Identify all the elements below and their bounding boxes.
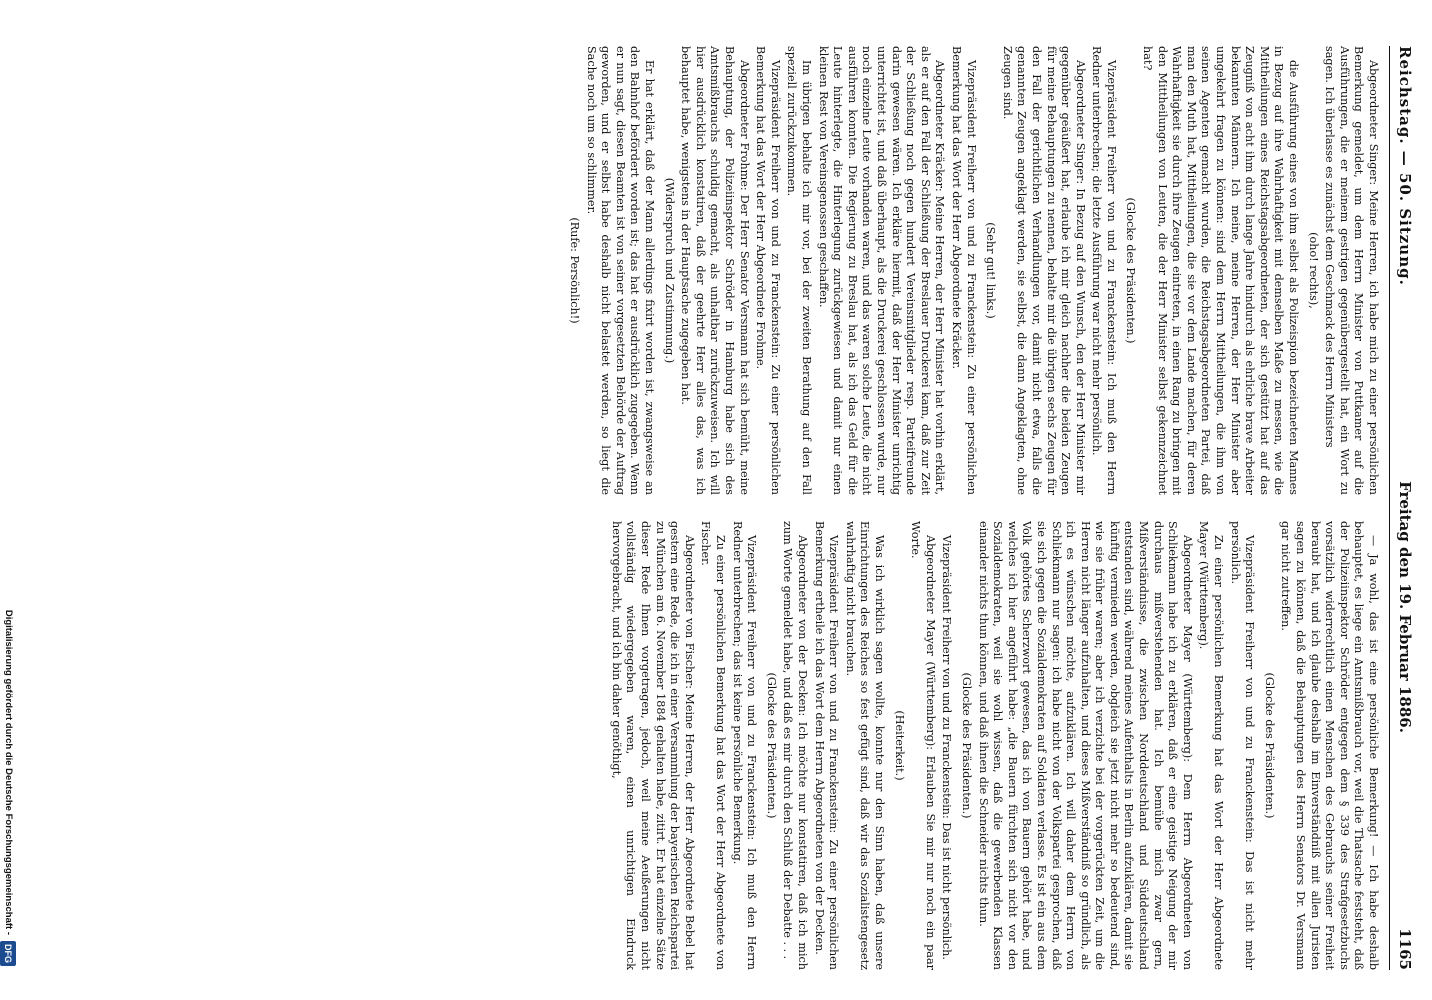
paragraph: Im übrigen behalte ich mir vor, bei der zweiten Berathung auf den Fall speziell zurückzukommen. <box>785 46 814 495</box>
paragraph: die Ausführung eines von ihm selbst als Polizeispion bezeichneten Mannes in Bezug auf ihre Wahrhaftigkeit mit demselben Maße zu messen, wie die Mittheilungen eines Reichstagsabgeordneten, der sich gestützt hat auf das Zeugniß von acht ihm durch lange Jahre hindurch als ehrliche brave Arbeiter bekannten Männern. Ich meine, meine Herren, der Herr Minister aber umgekehrt fragen zu können: sind dem Herrn Mittheilungen, die ihm von seinen Agenten gemacht wurden, die Reichstagsabgeordneten Partei, daß man den Muth hat, Mittheilungen, die sie vor dem Lande machen, für deren Wahrhaftigkeit sie durch ihre Zeugen eintreten, in einen Rang zu bringen mit den Mittheilungen von Leuten, die der Herr Minister selbst gekennzeichnet hat? <box>1141 46 1301 495</box>
interjection: (Glocke des Präsidenten.) <box>959 672 973 819</box>
text-columns <box>22 46 1380 970</box>
paragraph: Abgeordneter Singer: In Bezug auf den Wunsch, den der Herr Minister mir gegenüber geäußert hat, erlaube ich mir gleich nachher die beiden Zeugen für meine Behauptungen zu nennen, behalte mir die übrigen sechs Zeugen für den Fall der gerichtlichen Verhandlungen vor, damit nicht etwa, falls die genannten Zeugen angeklagt werden, sie selbst, die dann Angeklagten, ohne Zeugen sind. <box>1000 46 1087 495</box>
paragraph: Abgeordneter von Fischer: Meine Herren, der Herr Abgeordnete Bebel hat gestern eine Rede, die ich in einer Versammlung der bayerischen Reichspartei zu München am 6. November 1884 gehalten habe, zitirt. Er hat einzelne Sätze dieser Rede Ihnen vorgetragen, jedoch, weil meine Aeußerungen nicht vollständig wiedergegeben waren, einen unrichtigen Eindruck hervorgebracht, und ich bin daher genöthigt, <box>609 521 696 970</box>
paragraph: Vizepräsident Freiherr von und zu Franckenstein: Ich muß den Herrn Redner unterbrechen; die letzte Ausführung war nicht mehr persönlich. <box>1090 46 1118 495</box>
interjection: (Sehr gut! links.) <box>984 222 998 319</box>
paragraph: Abgeordneter Frohme: Der Herr Senator Versmann hat sich bemüht, meine Behauptung, der Polizeiinspektor Schröder in Hamburg habe sich des Amtsmißbrauchs schuldig gemacht, als unhaltbar zurückzuweisen. Ich will hier ausdrücklich konstatiren, daß der geehrte Herr alles das, was ich behauptet habe, wenigstens in der Hauptsache zugegeben hat. <box>679 46 751 495</box>
digitization-credit <box>0 0 16 1000</box>
paragraph: Abgeordneter Mayer (Württemberg): Dem Herrn Abgeordneten von Schliekmann habe ich zu erklären, daß er eine geistige Neigung der mir durchaus mißverstehenden hat. Ich bemühe mich zwar gern, Mißverständnisse, die zwischen Norddeutschland und Süddeutschland entstanden sind, während meines Aufenthalts in Berlin aufzuklären, damit sie künftig vermieden werden, obgleich sie jetzt nicht mehr so bedeutend sind, wie sie früher waren; aber ich verzichte bei der vorgerückten Zeit, um die Herren nicht länger aufzuhalten, und dieses Mißverständniß so gründlich, als ich es wünschen möchte, aufzuklären. Ich will daher dem Herrn von Schliekmann nur sagen: ich habe nicht von der Volkspartei gesprochen, daß sie sich gegen die Sozialdemokraten auf Soldaten verlasse. Es ist ein aus dem Volk gehörtes Scherzwort gewesen, das ich von Bauern gehört habe, und welches ich hier angeführt habe: „die Bauern fürchten sich nicht vor den Sozialdemokraten, weil sie wohl wissen, daß die gewerbenden Klassen einander nichts thun können, und daß ihnen die Schneider nichts thun. <box>976 521 1194 970</box>
paragraph: Abgeordneter Kräcker: Meine Herren, der Herr Minister hat vorhin erklärt, als er auf den Fall der Schließung der Breslauer Druckerei kam, daß zur Zeit der Schließung noch gegen hundert Vereinsmitglieder resp. Parteifreunde darin gewesen wären. Ich erkläre hiermit, daß der Herr Minister unrichtig unterrichtet ist, und daß überhaupt, als die Druckerei geschlossen wurde, nur noch einzelne Leute vorhanden waren, und das waren solche Leute, die nicht ausführen konnten. Die Regierung zu Breslau hat, als ich das Geld für die Leute hinterlegte, die Hinterlegung zurückgewiesen und damit nur einen kleinen Rest von Vereinsgenossen geschaffen. <box>816 46 947 495</box>
paragraph: Vizepräsident Freiherr von und zu Franckenstein: Das ist nicht mehr persönlich. <box>1228 521 1257 970</box>
interjection: (Glocke des Präsidenten.) <box>1262 672 1276 819</box>
dfg-logo: DFG <box>0 941 16 966</box>
paragraph: Vizepräsident Freiherr von und zu Franckenstein: Ich muß den Herrn Redner unterbrechen; das ist keine persönliche Bemerkung. <box>730 521 759 970</box>
paragraph: Vizepräsident Freiherr von und zu Franckenstein: Zu einer persönlichen Bemerkung hat das Wort der Herr Abgeordnete Kräcker. <box>949 46 978 495</box>
paragraph: Abgeordneter Mayer (Württemberg): Erlauben Sie mir nur noch ein paar Worte. <box>909 521 937 970</box>
paragraph: Was ich wirklich sagen wollte, konnte nur den Sinn haben, daß unsere Einrichtungen des Reiches so fest gefügt sind, daß wir das Sozialistengesetz wahrhaftig nicht brauchen. <box>843 521 886 970</box>
paragraph: — Ja wohl, das ist eine persönliche Bemerkung! — Ich habe deshalb behauptet, es liege ein Amtsmißbrauch vor, weil die Thatsache feststeht, daß der Polizeiinspektor Schröder entgegen dem § 339 des Strafgesetzbuchs vorsätzlich widerrechtlich einen Menschen des Gebrauchs seiner Freiheit beraubt hat, und ich glaube deshalb im Einverständniß mit allen Juristen sagen zu können, daß die Behauptungen des Herrn Senators Dr. Versmann gar nicht zutreffen. <box>1279 521 1380 970</box>
interjection: (Glocke des Präsidenten.) <box>1124 197 1138 344</box>
paragraph: Vizepräsident Freiherr von und zu Franckenstein: Das ist nicht persönlich. <box>940 535 954 960</box>
column-right <box>22 521 1380 970</box>
interjection: (oho! rechts), <box>1306 232 1320 309</box>
header-date: Freitag den 19. Februar 1886. <box>1396 481 1414 733</box>
header-left: Reichstag. — 50. Sitzung. <box>1396 46 1414 286</box>
page-number: 1165 <box>1396 928 1414 970</box>
interjection: (Widerspruch und Zustimmung.) <box>662 177 676 364</box>
interjection: (Rufe: Persönlich!) <box>568 217 582 324</box>
credit-text: Digitalisierung gefördert durch die Deutsche Forschungsgemeinschaft - <box>3 609 15 935</box>
column-left <box>22 46 1380 495</box>
paragraph: Abgeordneter von der Decken: Ich möchte nur konstatiren, daß ich mich zum Worte gemeldet habe, und daß es mir durch den Schluß der Debatte . . . <box>781 521 810 970</box>
paragraph: Er hat erklärt, daß der Mann allerdings fixirt worden ist, zwangsweise an den Bahnhof befördert worden ist; das hat er ausdrücklich zugegeben. Wenn er nun sagt, diesen Beamten ist von seiner vorgesetzten Behörde der Auftrag geworden, und er selbst habe deshalb nicht belastet werden, so liegt die Sache noch um so schlimmer. <box>584 46 657 495</box>
paragraph: Vizepräsident Freiherr von und zu Franckenstein: Zu einer persönlichen Bemerkung hat das Wort der Herr Abgeordnete Frohme. <box>754 46 782 495</box>
running-header <box>1389 46 1412 970</box>
interjection: (Heiterkeit.) <box>892 710 906 781</box>
paragraph: Vizepräsident Freiherr von und zu Franckenstein: Zu einer persönlichen Bemerkung ertheile ich das Wort dem Herrn Abgeordneten von der Decken. <box>812 521 841 970</box>
interjection: (Glocke des Präsidenten.) <box>764 672 778 819</box>
paragraph: Abgeordneter Singer: Meine Herren, ich habe mich zu einer persönlichen Bemerkung gemeldet, um dem Herrn Minister von Puttkamer auf die Ausführungen, die er meinem gestrigen gegenübergestellt hat, ein Wort zu sagen. Ich überlasse es zunächst dem Geschmack des Herrn Ministers <box>1323 46 1380 495</box>
paragraph: Zu einer persönlichen Bemerkung hat das Wort der Herr Abgeordnete von Fischer. <box>699 521 728 970</box>
paragraph: Zu einer persönlichen Bemerkung hat das Wort der Herr Abgeordnete Mayer (Württemberg). <box>1197 521 1226 970</box>
